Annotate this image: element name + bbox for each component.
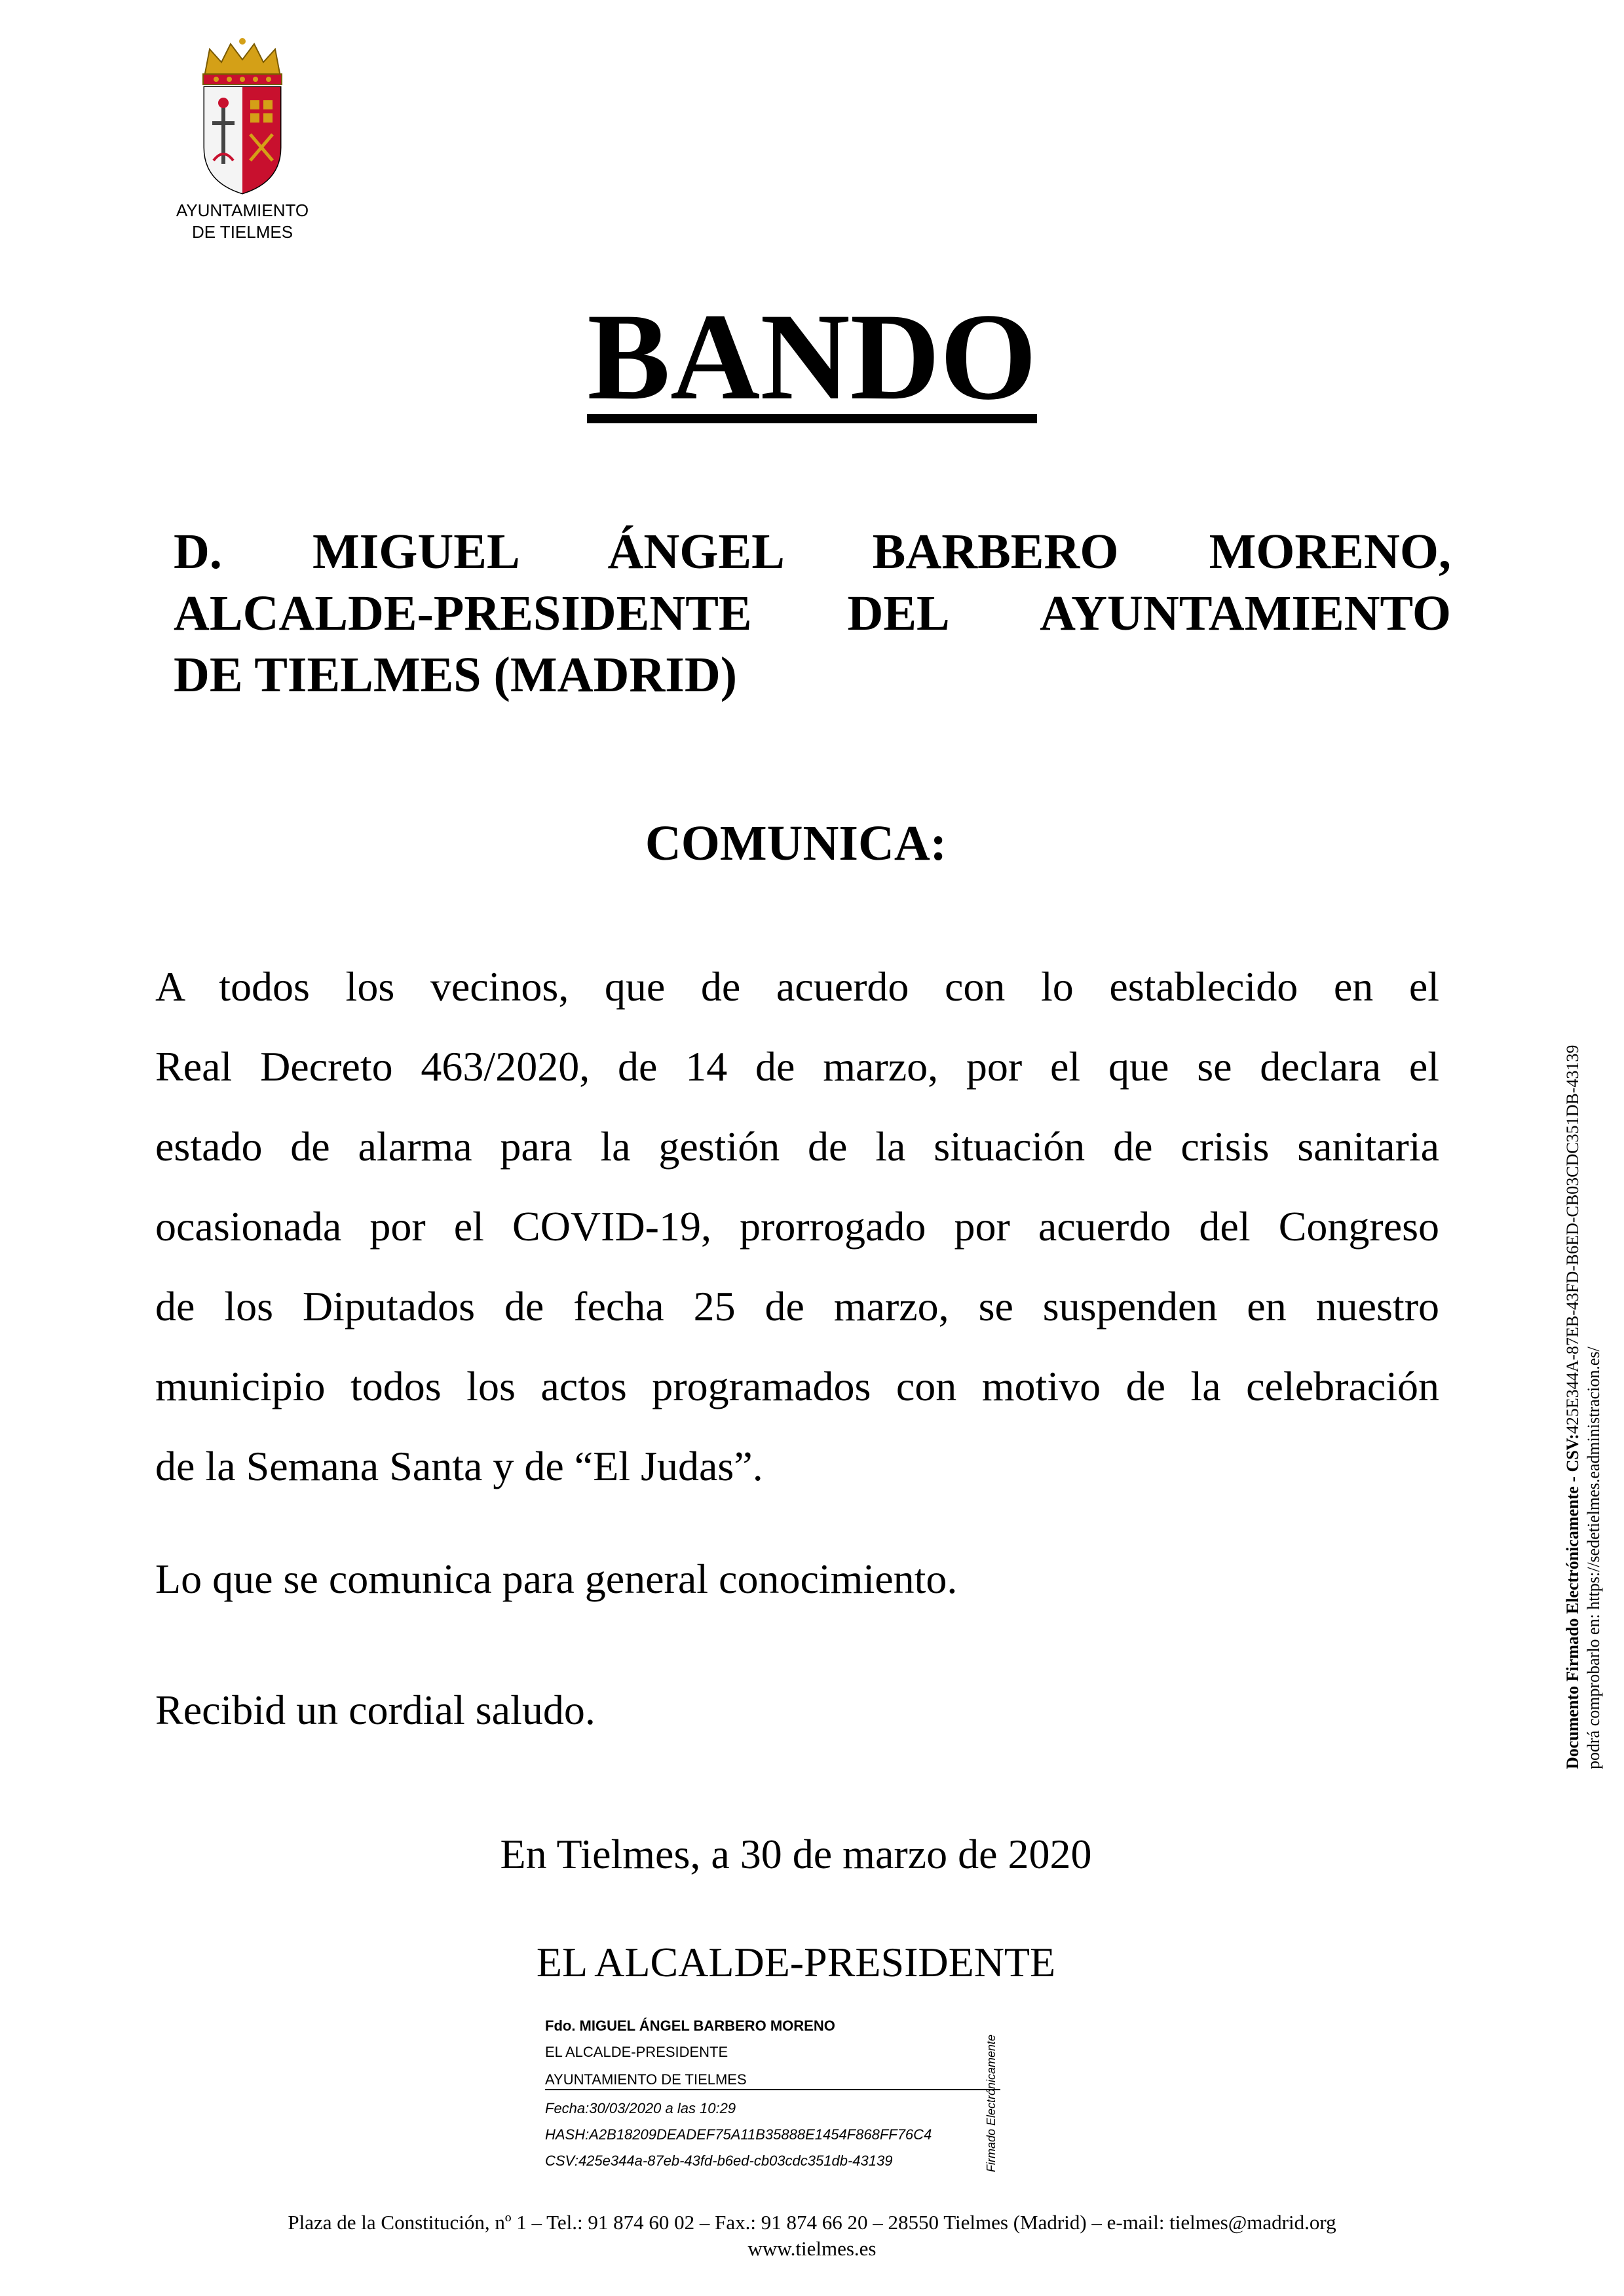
side-csv-code: 425E344A-87EB-43FD-B6ED-CB03CDC351DB-43139 <box>1563 1044 1582 1434</box>
mayor-heading <box>174 521 1451 706</box>
crest-icon <box>190 36 295 200</box>
body-line: de la Semana Santa y de “El Judas”. <box>155 1443 763 1489</box>
signature-org: AYUNTAMIENTO DE TIELMES <box>545 2065 1000 2090</box>
signature-vertical-label: Firmado Electrónicamente <box>985 2034 998 2173</box>
side-csv-verify-link[interactable]: podrá comprobarlo en: https://sedetielmes.eadministracion.es/ <box>1584 1347 1603 1769</box>
logo-caption <box>144 200 341 243</box>
coat-of-arms-logo <box>190 36 295 200</box>
signature-date: Fecha:30/03/2020 a las 10:29 <box>545 2100 736 2116</box>
signature-role: EL ALCALDE-PRESIDENTE <box>545 2044 728 2060</box>
body-line: ocasionada por el COVID-19, prorrogado por acuerdo del Congreso <box>155 1203 1439 1250</box>
footer-website-link[interactable]: www.tielmes.es <box>747 2237 877 2260</box>
body-line: municipio todos los actos programados con motivo de la celebración <box>155 1363 1439 1409</box>
electronic-signature-block <box>545 2013 1004 2174</box>
body-line: estado de alarma para la gestión de la situación de crisis sanitaria <box>155 1123 1439 1170</box>
body-line: A todos los vecinos, que de acuerdo con lo establecido en el <box>155 963 1439 1010</box>
side-csv-verification <box>1562 942 1604 1769</box>
comunica-heading: COMUNICA: <box>645 816 947 871</box>
logo-caption-line2: DE TIELMES <box>191 222 293 242</box>
footer-address: Plaza de la Constitución, nº 1 – Tel.: 91 874 60 02 – Fax.: 91 874 66 20 – 28550 Tielmes (Madrid) – e-mail: tielmes@madrid.org <box>288 2211 1336 2234</box>
place-and-date: En Tielmes, a 30 de marzo de 2020 <box>500 1831 1092 1877</box>
body-line: Real Decreto 463/2020, de 14 de marzo, por el que se declara el <box>155 1043 1439 1090</box>
signer-title: EL ALCALDE-PRESIDENTE <box>536 1939 1056 1985</box>
mayor-heading-line3: DE TIELMES (MADRID) <box>174 647 738 702</box>
side-csv-prefix: Documento Firmado Electrónicamente - CSV: <box>1563 1434 1582 1769</box>
body-line: de los Diputados de fecha 25 de marzo, se suspenden en nuestro <box>155 1283 1439 1330</box>
signature-hash: HASH:A2B18209DEADEF75A11B35888E1454F868FF76C4 <box>545 2126 932 2143</box>
side-csv-line1 <box>1562 942 1583 1769</box>
mayor-heading-line2: ALCALDE-PRESIDENTE DEL AYUNTAMIENTO <box>174 586 1451 641</box>
logo-caption-line1: AYUNTAMIENTO <box>176 201 309 220</box>
closing-statement: Lo que se comunica para general conocimiento. <box>155 1556 958 1602</box>
closing-greeting: Recibid un cordial saludo. <box>155 1687 595 1733</box>
mayor-heading-line1: D. MIGUEL ÁNGEL BARBERO MORENO, <box>174 524 1451 579</box>
document-title <box>0 288 1624 426</box>
title-text: BANDO <box>587 288 1037 426</box>
body-paragraph <box>155 947 1439 1506</box>
signature-name: Fdo. MIGUEL ÁNGEL BARBERO MORENO <box>545 2018 835 2034</box>
page-footer <box>0 2210 1624 2262</box>
signature-csv: CSV:425e344a-87eb-43fd-b6ed-cb03cdc351db-43139 <box>545 2152 893 2169</box>
